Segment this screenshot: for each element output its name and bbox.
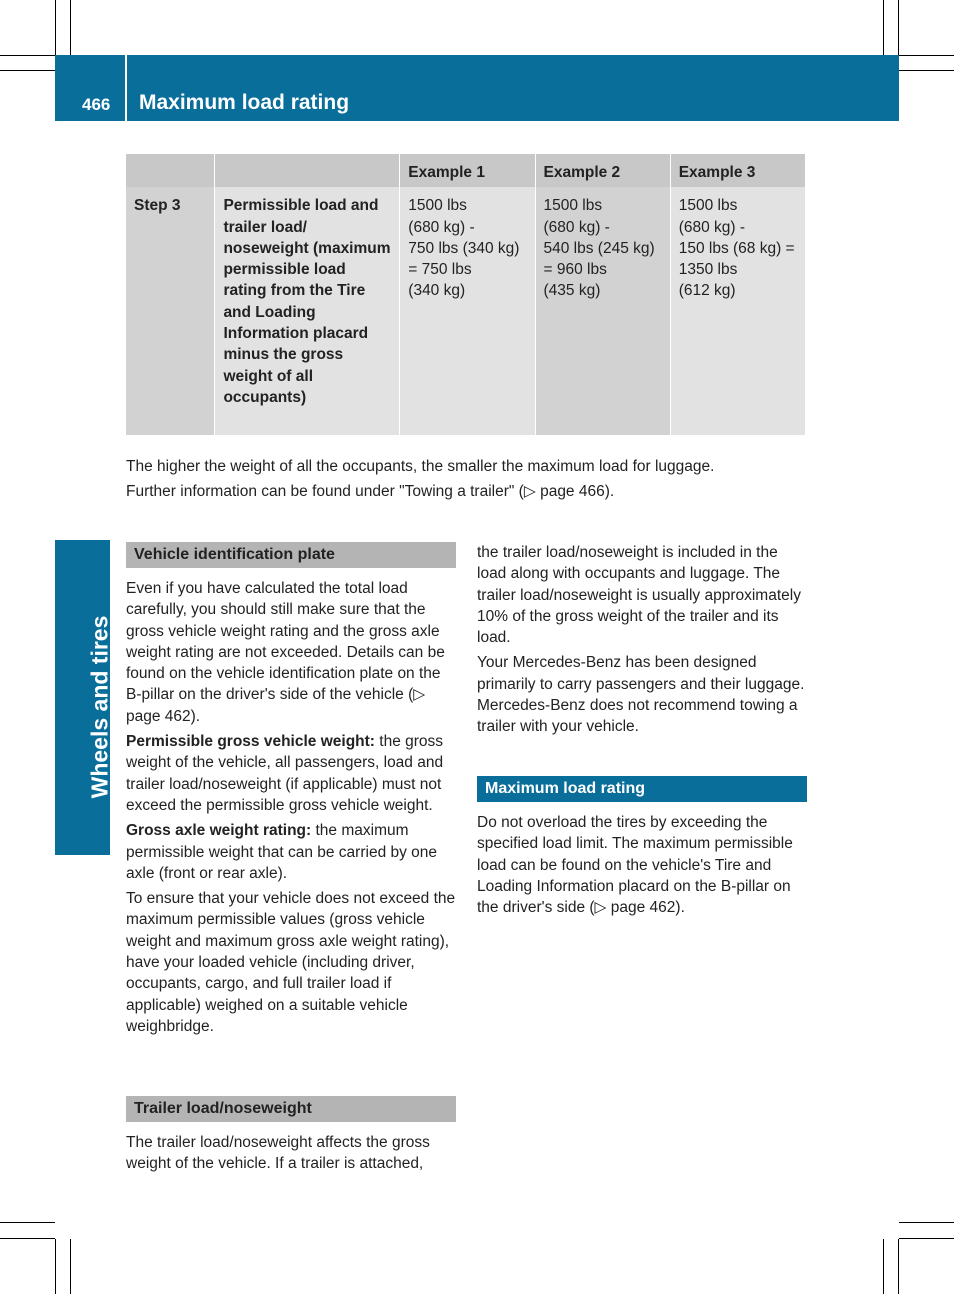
value-line: 1500 lbs: [678, 197, 738, 215]
table-header-row: [126, 154, 806, 187]
crop-mark: [70, 1239, 71, 1294]
crop-mark: [898, 0, 899, 55]
value-line: (340 kg): [408, 282, 466, 300]
term-label: Gross axle weight rating:: [126, 822, 312, 840]
term-text: the maximum permissible weight that can be carried by one axle (front or rear axle).: [126, 822, 438, 882]
table-header-cell: Example 3: [670, 154, 805, 187]
term-label: Permissible gross vehicle weight:: [126, 733, 375, 751]
page-number: 466: [82, 95, 111, 114]
example-2-cell: [535, 187, 670, 435]
description-cell: Permissible load and trailer load/ noseweight (maximum permissible load rating from the Tire and Loading Information placard minus the gross weight of all occupants): [215, 187, 400, 435]
table-row: [126, 187, 806, 435]
table-header-cell: Example 1: [400, 154, 535, 187]
crop-mark: [883, 1239, 884, 1294]
intro-paragraph: The higher the weight of all the occupants, the smaller the maximum load for luggage.: [126, 458, 715, 475]
section-heading: Vehicle identification plate: [126, 542, 456, 568]
section-heading: Maximum load rating: [477, 776, 807, 802]
crop-mark: [0, 70, 55, 71]
right-column-lower: [477, 776, 807, 922]
crop-mark: [0, 1238, 55, 1239]
value-line: (680 kg) -: [408, 218, 475, 236]
crop-mark: [899, 70, 954, 71]
intro-paragraph: Further information can be found under "Towing a trailer" (▷ page 466).: [126, 483, 615, 500]
page-header: [55, 55, 899, 121]
paragraph: [126, 731, 456, 816]
crop-mark: [899, 55, 954, 56]
crop-mark: [0, 55, 55, 56]
paragraph: The trailer load/noseweight affects the gross weight of the vehicle. If a trailer is attached,: [126, 1134, 430, 1173]
section-heading: Trailer load/noseweight: [126, 1096, 456, 1122]
crop-mark: [899, 1238, 954, 1239]
paragraph: Even if you have calculated the total load carefully, you should still make sure that the gross vehicle weight rating and the gross axle weight rating are not exceeded. Details can be found on the vehicle identification plate on the B-pillar on the driver's side of the vehicle (▷ page 462).: [126, 580, 445, 725]
crop-mark: [0, 1222, 55, 1223]
value-line: (612 kg): [678, 282, 736, 300]
load-calculation-table: [126, 154, 806, 435]
paragraph: [126, 820, 456, 884]
crop-mark: [899, 1222, 954, 1223]
table-header-cell: Example 2: [535, 154, 670, 187]
left-column-lower: [126, 1096, 456, 1179]
crop-mark: [70, 0, 71, 55]
value-line: (680 kg) -: [678, 218, 746, 236]
value-line: (680 kg) -: [543, 218, 610, 236]
crop-mark: [898, 1239, 899, 1294]
value-line: 1350 lbs: [678, 261, 738, 279]
paragraph: the trailer load/noseweight is included in the load along with occupants and luggage. The trailer load/noseweight is usually approximately 10% of the gross weight of the trailer and its load.: [477, 544, 801, 647]
value-line: = 960 lbs: [543, 261, 607, 279]
value-line: 150 lbs (68 kg) =: [678, 239, 795, 257]
value-line: 1500 lbs: [408, 197, 467, 215]
value-line: = 750 lbs: [408, 261, 472, 279]
paragraph: Do not overload the tires by exceeding the specified load limit. The maximum permissible load can be found on the vehicle's Tire and Loading Information placard on the B-pillar on the driver's side (▷ page 462).: [477, 814, 793, 917]
example-1-cell: [400, 187, 535, 435]
term-text: the gross weight of the vehicle, all passengers, load and trailer load/noseweight (if applicable) must not exceed the permissible gross vehicle weight.: [126, 733, 444, 814]
chapter-tab-label: Wheels and tires: [86, 615, 113, 799]
value-line: 750 lbs (340 kg): [408, 239, 520, 257]
header-divider: [125, 55, 127, 121]
value-line: (435 kg): [543, 282, 601, 300]
example-3-cell: [670, 187, 805, 435]
paragraph: To ensure that your vehicle does not exceed the maximum permissible values (gross vehicle weight and maximum gross axle weight rating), have your loaded vehicle (including driver, occupants, cargo, and full trailer load if applicable) weighed on a suitable vehicle weighbridge.: [126, 890, 456, 1035]
paragraph: Your Mercedes-Benz has been designed primarily to carry passengers and their luggage. Mercedes-Benz does not recommend towing a trailer with your vehicle.: [477, 654, 805, 736]
table-header-cell: [126, 154, 215, 187]
step-cell: Step 3: [126, 187, 215, 435]
page-title: Maximum load rating: [139, 91, 350, 114]
crop-mark: [55, 0, 56, 55]
crop-mark: [55, 1239, 56, 1294]
crop-mark: [883, 0, 884, 55]
table-header-cell: [215, 154, 400, 187]
left-column: [126, 542, 456, 1041]
value-line: 540 lbs (245 kg): [543, 239, 655, 257]
right-column: [477, 542, 807, 742]
value-line: 1500 lbs: [543, 197, 603, 215]
